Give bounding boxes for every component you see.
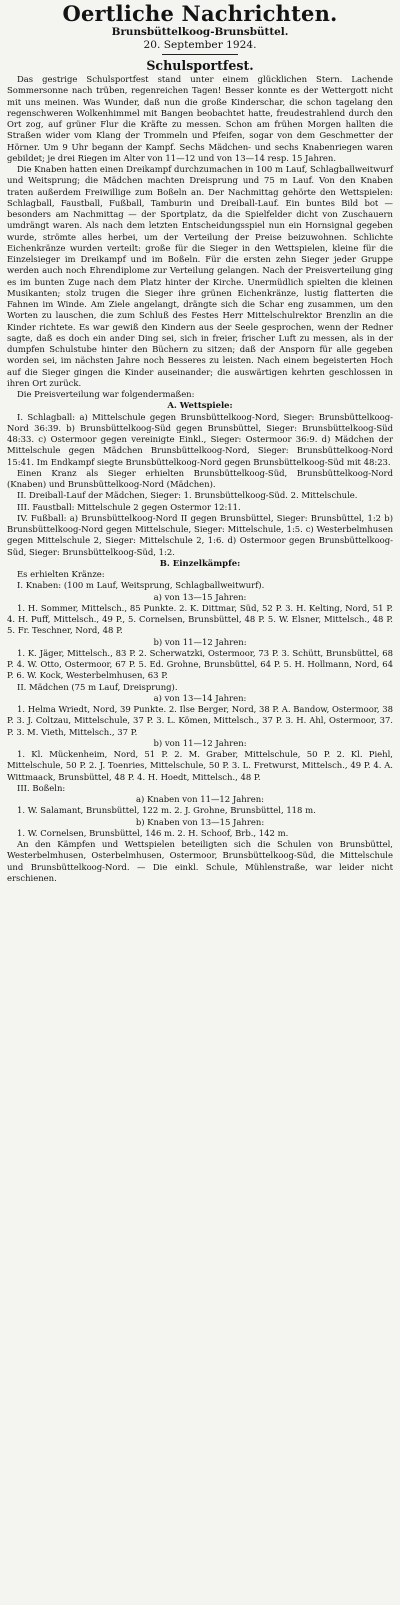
results-line: 1. H. Sommer, Mittelsch., 85 Punkte. 2. K. Dittmar, Süd, 52 P. 3. H. Kelting, Nord, 51 P. 4. H. Puff, Mittelsch., 49 P., 5. Cornelsen, Brunsbüttel, 48 P. 5. W. Elsner, Mittelsch., 48 P. 5. Fr. Teschner, Nord, 48 P. [7,602,393,636]
results-paragraph: IV. Fußball: a) Brunsbüttelkoog-Nord II gegen Brunsbüttel, Sieger: Brunsbüttel, 1:2 b) Brunsbüttelkoog-Nord gegen Mittelschule, Sieger: Mittelschule, 1:5. c) Westerbelmhusen gegen Mittelschule 2, Sieger: Mittelschule 2, 1:6. d) Ostermoor gegen Brunsbüttelkoog-Süd, Sieger: Brunsbüttelkoog-Süd, 1:2. [7,512,393,557]
article-paragraph: Die Preisverteilung war folgendermaßen: [17,389,195,399]
subsection-heading: a) von 13—14 Jahren: [153,692,247,703]
results-line: 1. Kl. Mückenheim, Nord, 51 P. 2. M. Graber, Mittelschule, 50 P. 2. Kl. Piehl, Mittelschule, 50 P. 2. J. Toenries, Mittelschule, 50 P. 3. L. Fretwurst, Mittelsch., 49 P. 4. A. Wittmaack, Brunsbüttel, 48 P. 4. H. Hoedt, Mittelsch., 48 P. [7,749,393,782]
section-heading-wettspiele: A. Wettspiele: [167,400,233,411]
results-line: II. Mädchen (75 m Lauf, Dreisprung). [17,681,178,692]
results-line: I. Knaben: (100 m Lauf, Weitsprung, Schlagballweitwurf). [17,580,265,591]
article-body [7,74,393,884]
newspaper-page [7,0,393,884]
results-paragraph: II. Dreiball-Lauf der Mädchen, Sieger: 1. Brunsbüttelkoog-Süd. 2. Mittelschule. [17,490,358,501]
article-paragraph: Das gestrige Schulsportfest stand unter einem glücklichen Stern. Lachende Sommersonne nach trüben, regenreichen Tagen! Besser konnte es der Wettergott nicht mit uns meinen. Was Wunder, daß nun die große Kinderschar, die schon tagelang den regenschweren Wolkenhimmel mit Bangen beobachtet hatte, freudestrahlend durch den Ort zog, auf grüner Flur die Kräfte zu messen. Schon am frühen Morgen hallten die Straßen wider vom Klang der Trommeln und Pfeifen, sogar von dem Geschmetter der Hörner. Um 9 Uhr begann der Kampf. Sechs Mädchen- und sechs Knabenriegen waren gebildet; je drei Riegen im Alter von 11—12 und von 13—14 resp. 15 Jahren. [7,74,393,163]
results-paragraph: I. Schlagball: a) Mittelschule gegen Brunsbüttelkoog-Nord, Sieger: Brunsbüttelkoog-Nord 36:39. b) Brunsbüttelkoog-Süd gegen Brunsbüttel, Sieger: Brunsbüttelkoog-Süd 48:33. c) Ostermoor gegen vereinigte Einkl., Sieger: Ostermoor 36:9. d) Mädchen der Mittelschule gegen Mädchen Brunsbüttelkoog-Nord, Sieger: Brunsbüttelkoog-Nord 15:41. Im Endkampf siegte Brunsbüttelkoog-Nord gegen Brunsbüttelkoog-Süd mit 48:23. [7,411,393,467]
results-line: An den Kämpfen und Wettspielen beteiligten sich die Schulen von Brunsbüttel, Westerbelmhusen, Osterbelmhusen, Ostermoor, Brunsbüttelkoog-Süd, die Mittelschule und Brunsbüttelkoog-Nord. — Die einkl. Schule, Mühlenstraße, war leider nicht erschienen. [7,839,393,883]
subsection-heading: b) von 11—12 Jahren: [153,636,247,647]
results-paragraph: III. Faustball: Mittelschule 2 gegen Ostermor 12:11. [17,501,241,512]
results-line: Es erhielten Kränze: [17,569,105,579]
article-headline: Schulsportfest. [146,58,254,73]
results-line: 1. W. Salamant, Brunsbüttel, 122 m. 2. J. Grohne, Brunsbüttel, 118 m. [17,805,316,816]
section-b-lines [7,569,393,884]
subsection-heading: b) Knaben von 13—15 Jahren: [135,816,265,827]
subsection-heading: b) von 11—12 Jahren: [153,737,247,748]
results-line: 1. K. Jäger, Mittelsch., 83 P. 2. Scherwatzki, Ostermoor, 73 P. 3. Schütt, Brunsbüttel, 68 P. 4. W. Otto, Ostermoor, 67 P. 5. Ed. Grohne, Brunsbüttel, 64 P. 5. H. Hollmann, Nord, 64 P. 6. W. Kock, Westerbelmhusen, 63 P. [7,647,393,681]
divider [162,54,238,55]
section-heading-einzelkaempfe: B. Einzelkämpfe: [159,557,241,568]
results-line: 1. W. Cornelsen, Brunsbüttel, 146 m. 2. H. Schoof, Brb., 142 m. [17,827,289,838]
masthead-subtitle: Brunsbüttelkoog-Brunsbüttel. [111,26,289,38]
results-line: 1. Helma Wriedt, Nord, 39 Punkte. 2. Ilse Berger, Nord, 38 P. A. Bandow, Ostermoor, 38 P. 3. J. Coltzau, Mittelschule, 37 P. 3. L. Kömen, Mittelsch., 37 P. 3. H. Ahl, Ostermoor, 37. P. 3. M. Vieth, Mittelsch., 37 P. [7,704,393,737]
subsection-heading: a) Knaben von 11—12 Jahren: [136,794,264,804]
masthead-title: Oertliche Nachrichten. [62,1,338,26]
results-line: III. Boßeln: [17,782,66,793]
dateline: 20. September 1924. [143,39,257,51]
subsection-heading: a) von 13—15 Jahren: [153,591,247,602]
article-paragraph: Die Knaben hatten einen Dreikampf durchzumachen in 100 m Lauf, Schlagballweitwurf und Weitsprung; die Mädchen machten Dreisprung und 75 m Lauf. Von den Knaben traten außerdem Freiwillige zum Boßeln an. Der Nachmittag gehörte den Wettspielen: Schlagball, Faustball, Fußball, Tamburin und Dreiball-Lauf. Ein buntes Bild bot — besonders am Nachmittag — der Sportplatz, da die Spielfelder dicht von Zuschauern umdrängt waren. Als nach dem letzten Entscheidungsspiel nun ein Hornsignal gegeben wurde, strömte alles herbei, um der Verteilung der Preise beizuwohnen. Schlichte Eichenkränze wurden verteilt: große für die Sieger in den Wettspielen, kleine für die Einzelsieger im Dreikampf und im Boßeln. Für die ersten zehn Sieger jeder Gruppe werden auch noch Ehrendiplome zur Verteilung gelangen. Nach der Preisverteilung ging es im bunten Zuge nach dem Platz hinter der Kirche. Unermüdlich spielten die kleinen Musikanten; stolz trugen die Sieger ihre grünen Eichenkränze, lustig flatterten die Fahnen im Winde. Am Ziele angelangt, drängte sich die Schar eng zusammen, um den Worten zu lauschen, die zum Schluß des Festes Herr Mittelschulrektor Brenzlin an die Kinder richtete. Es war gewiß den Kindern aus der Seele gesprochen, wenn der Redner sagte, daß es doch ein ander Ding sei, sich in freier, frischer Luft zu messen, als in der dumpfen Schulstube hinter den Büchern zu sitzen; daß der Ansporn für alle gegeben worden sei, im nächsten Jahre noch Besseres zu leisten. Nach einem begeisterten Hoch auf die Sieger gingen die Kinder auseinander; die auswärtigen kehrten geschlossen in ihren Ort zurück. [7,164,393,388]
results-paragraph: Einen Kranz als Sieger erhielten Brunsbüttelkoog-Süd, Brunsbüttelkoog-Nord (Knaben) und Brunsbüttelkoog-Nord (Mädchen). [7,467,393,489]
